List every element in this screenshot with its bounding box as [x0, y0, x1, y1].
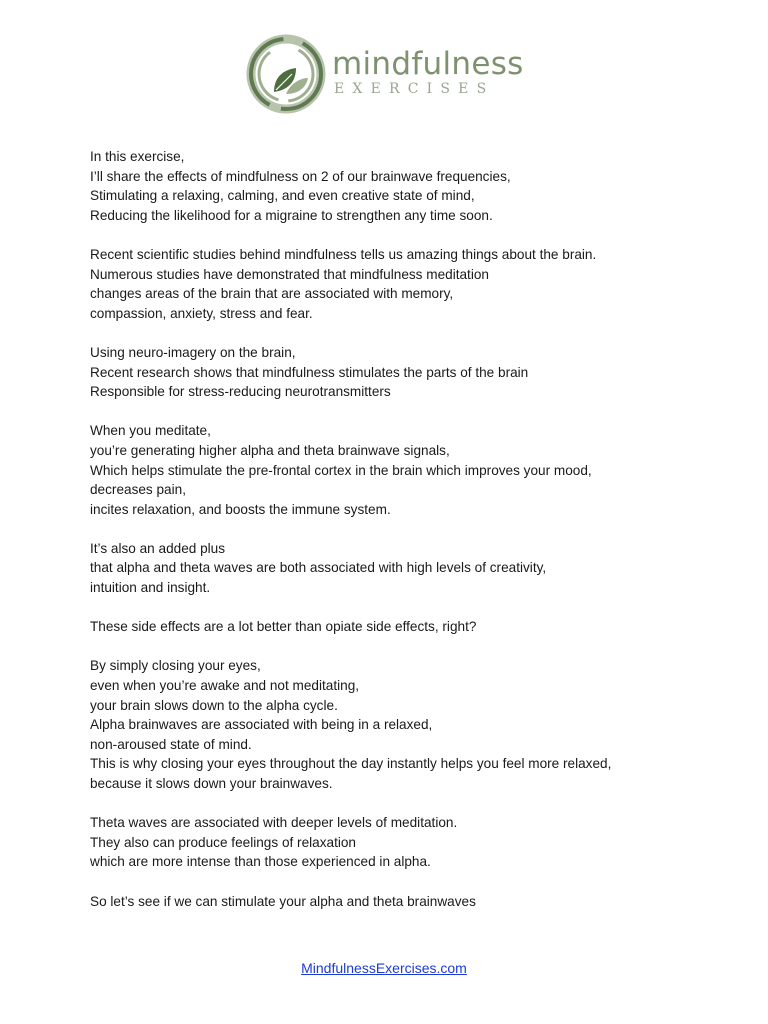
text-line: Reducing the likelihood for a migraine to strengthen any time soon. [90, 207, 493, 223]
text-line: even when you’re awake and not meditating, [90, 678, 360, 694]
text-line: Recent research shows that mindfulness stimulates the parts of the brain [90, 364, 529, 380]
text-line: I’ll share the effects of mindfulness on 2 of our brainwave frequencies, [90, 168, 511, 184]
website-link[interactable]: MindfulnessExercises.com [301, 960, 467, 976]
paragraph [90, 147, 730, 225]
text-line: In this exercise, [90, 149, 185, 164]
text-line: you’re generating higher alpha and theta brainwave signals, [90, 442, 450, 458]
text-line: Responsible for stress-reducing neurotransmitters [90, 384, 391, 400]
paragraph [90, 539, 730, 598]
text-line: It’s also an added plus [90, 540, 226, 556]
text-line: They also can produce feelings of relaxation [90, 834, 356, 850]
paragraph [90, 421, 730, 519]
text-line: Which helps stimulate the pre-frontal cortex in the brain which improves your mood, [90, 462, 592, 478]
footer [0, 960, 768, 978]
text-line: which are more intense than those experienced in alpha. [90, 854, 431, 870]
text-line: because it slows down your brainwaves. [90, 776, 333, 791]
text-line: your brain slows down to the alpha cycle. [90, 697, 338, 713]
paragraph [90, 892, 730, 912]
paragraph [90, 656, 730, 793]
text-line: Alpha brainwaves are associated with being in a relaxed, [90, 717, 433, 733]
text-line: These side effects are a lot better than opiate side effects, right? [90, 619, 477, 635]
text-line: that alpha and theta waves are both associated with high levels of creativity, [90, 560, 547, 576]
document-body [90, 147, 730, 931]
text-line: Recent scientific studies behind mindfulness tells us amazing things about the brain. [90, 246, 597, 262]
text-line: Using neuro-imagery on the brain, [90, 344, 296, 360]
enso-leaf-icon [246, 34, 326, 114]
paragraph [90, 813, 730, 872]
text-line: This is why closing your eyes throughout the day instantly helps you feel more relaxed, [90, 756, 612, 772]
text-line: decreases pain, [90, 482, 186, 498]
text-line: When you meditate, [90, 423, 211, 439]
paragraph [90, 617, 730, 637]
text-line: By simply closing your eyes, [90, 658, 261, 674]
brand-logo [246, 34, 524, 114]
text-line: Numerous studies have demonstrated that mindfulness meditation [90, 266, 489, 282]
logo-subtitle: EXERCISES [334, 81, 495, 97]
paragraph [90, 343, 730, 402]
text-line: non-aroused state of mind. [90, 736, 252, 752]
logo-title: mindfulness [332, 46, 524, 82]
paragraph [90, 245, 730, 323]
text-line: Theta waves are associated with deeper levels of meditation. [90, 815, 458, 831]
text-line: compassion, anxiety, stress and fear. [90, 305, 313, 321]
text-line: Stimulating a relaxing, calming, and even creative state of mind, [90, 188, 475, 204]
text-line: changes areas of the brain that are associated with memory, [90, 286, 454, 302]
text-line: incites relaxation, and boosts the immune system. [90, 501, 391, 517]
text-line: So let’s see if we can stimulate your alpha and theta brainwaves [90, 893, 476, 909]
text-line: intuition and insight. [90, 580, 211, 596]
